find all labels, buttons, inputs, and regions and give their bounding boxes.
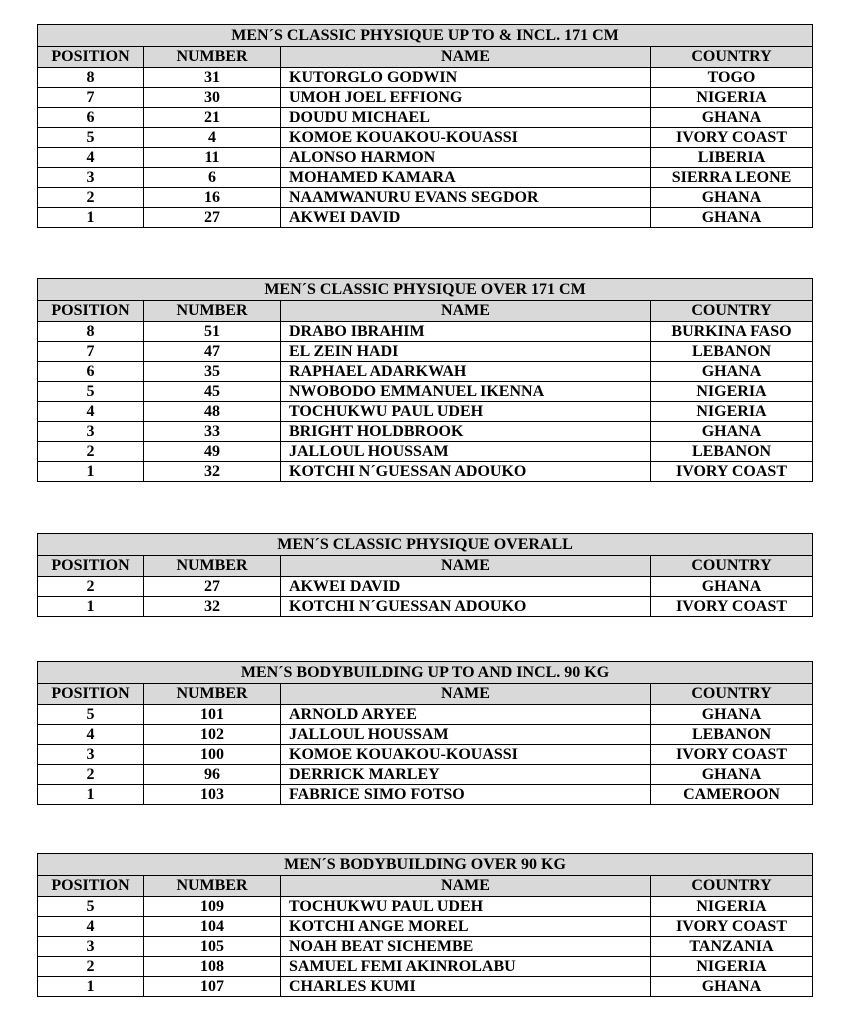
position-cell: 1 [38, 462, 144, 482]
number-cell: 27 [144, 208, 281, 228]
table-title: MEN´S BODYBUILDING UP TO AND INCL. 90 KG [38, 662, 813, 684]
position-cell: 1 [38, 597, 144, 617]
table-row [38, 148, 813, 168]
number-cell: 32 [144, 597, 281, 617]
number-cell: 31 [144, 68, 281, 88]
name-cell: KOTCHI N´GUESSAN ADOUKO [281, 462, 651, 482]
country-cell: GHANA [651, 705, 813, 725]
name-cell: AKWEI DAVID [281, 577, 651, 597]
results-table [37, 278, 813, 482]
number-cell: 108 [144, 957, 281, 977]
number-cell: 109 [144, 897, 281, 917]
number-cell: 45 [144, 382, 281, 402]
table-title: MEN´S BODYBUILDING OVER 90 KG [38, 854, 813, 876]
name-cell: ALONSO HARMON [281, 148, 651, 168]
table-row [38, 128, 813, 148]
position-cell: 6 [38, 362, 144, 382]
number-cell: 47 [144, 342, 281, 362]
position-cell: 7 [38, 88, 144, 108]
table-row [38, 785, 813, 805]
country-cell: IVORY COAST [651, 462, 813, 482]
name-cell: NOAH BEAT SICHEMBE [281, 937, 651, 957]
country-cell: IVORY COAST [651, 597, 813, 617]
country-cell: NIGERIA [651, 897, 813, 917]
table-row [38, 342, 813, 362]
number-cell: 4 [144, 128, 281, 148]
number-cell: 32 [144, 462, 281, 482]
position-cell: 1 [38, 785, 144, 805]
name-cell: KUTORGLO GODWIN [281, 68, 651, 88]
name-cell: RAPHAEL ADARKWAH [281, 362, 651, 382]
country-cell: NIGERIA [651, 402, 813, 422]
country-cell: GHANA [651, 765, 813, 785]
table-row [38, 917, 813, 937]
country-cell: GHANA [651, 422, 813, 442]
position-cell: 8 [38, 68, 144, 88]
table-row [38, 108, 813, 128]
name-header: NAME [281, 556, 651, 577]
table-row [38, 765, 813, 785]
country-cell: GHANA [651, 188, 813, 208]
table-row [38, 462, 813, 482]
country-cell: CAMEROON [651, 785, 813, 805]
name-cell: ARNOLD ARYEE [281, 705, 651, 725]
name-cell: DERRICK MARLEY [281, 765, 651, 785]
name-cell: JALLOUL HOUSSAM [281, 442, 651, 462]
number-cell: 96 [144, 765, 281, 785]
table-row [38, 725, 813, 745]
table-row [38, 957, 813, 977]
name-cell: BRIGHT HOLDBROOK [281, 422, 651, 442]
number-cell: 104 [144, 917, 281, 937]
table-title: MEN´S CLASSIC PHYSIQUE OVER 171 CM [38, 279, 813, 301]
table-row [38, 402, 813, 422]
table-row [38, 937, 813, 957]
number-header: NUMBER [144, 684, 281, 705]
name-cell: FABRICE SIMO FOTSO [281, 785, 651, 805]
table-row [38, 168, 813, 188]
results-table [37, 24, 813, 228]
number-cell: 35 [144, 362, 281, 382]
name-cell: TOCHUKWU PAUL UDEH [281, 897, 651, 917]
position-cell: 6 [38, 108, 144, 128]
table-row [38, 705, 813, 725]
country-cell: NIGERIA [651, 957, 813, 977]
position-cell: 3 [38, 937, 144, 957]
country-cell: LEBANON [651, 725, 813, 745]
number-header: NUMBER [144, 47, 281, 68]
number-cell: 48 [144, 402, 281, 422]
number-cell: 101 [144, 705, 281, 725]
country-cell: NIGERIA [651, 88, 813, 108]
country-cell: IVORY COAST [651, 745, 813, 765]
number-cell: 33 [144, 422, 281, 442]
table-row [38, 208, 813, 228]
name-header: NAME [281, 47, 651, 68]
country-cell: IVORY COAST [651, 917, 813, 937]
number-cell: 100 [144, 745, 281, 765]
country-cell: GHANA [651, 977, 813, 997]
number-cell: 107 [144, 977, 281, 997]
number-cell: 105 [144, 937, 281, 957]
country-header: COUNTRY [651, 876, 813, 897]
country-cell: GHANA [651, 577, 813, 597]
name-cell: TOCHUKWU PAUL UDEH [281, 402, 651, 422]
name-cell: NWOBODO EMMANUEL IKENNA [281, 382, 651, 402]
name-cell: DRABO IBRAHIM [281, 322, 651, 342]
name-cell: EL ZEIN HADI [281, 342, 651, 362]
table-title: MEN´S CLASSIC PHYSIQUE OVERALL [38, 534, 813, 556]
number-cell: 103 [144, 785, 281, 805]
country-header: COUNTRY [651, 301, 813, 322]
country-cell: TOGO [651, 68, 813, 88]
position-cell: 5 [38, 705, 144, 725]
country-cell: SIERRA LEONE [651, 168, 813, 188]
country-header: COUNTRY [651, 684, 813, 705]
name-cell: NAAMWANURU EVANS SEGDOR [281, 188, 651, 208]
country-cell: GHANA [651, 362, 813, 382]
number-header: NUMBER [144, 556, 281, 577]
position-cell: 4 [38, 917, 144, 937]
name-cell: JALLOUL HOUSSAM [281, 725, 651, 745]
position-cell: 7 [38, 342, 144, 362]
position-cell: 3 [38, 168, 144, 188]
table-row [38, 977, 813, 997]
position-cell: 4 [38, 402, 144, 422]
position-cell: 5 [38, 897, 144, 917]
number-header: NUMBER [144, 301, 281, 322]
name-cell: KOTCHI N´GUESSAN ADOUKO [281, 597, 651, 617]
country-cell: LEBANON [651, 442, 813, 462]
position-header: POSITION [38, 301, 144, 322]
country-cell: TANZANIA [651, 937, 813, 957]
position-cell: 5 [38, 128, 144, 148]
country-cell: LIBERIA [651, 148, 813, 168]
results-table [37, 661, 813, 805]
position-cell: 4 [38, 148, 144, 168]
number-cell: 6 [144, 168, 281, 188]
name-cell: CHARLES KUMI [281, 977, 651, 997]
table-row [38, 577, 813, 597]
country-cell: LEBANON [651, 342, 813, 362]
position-cell: 3 [38, 422, 144, 442]
table-row [38, 745, 813, 765]
position-cell: 2 [38, 442, 144, 462]
number-cell: 11 [144, 148, 281, 168]
results-table [37, 853, 813, 997]
position-cell: 5 [38, 382, 144, 402]
name-cell: UMOH JOEL EFFIONG [281, 88, 651, 108]
table-row [38, 88, 813, 108]
table-row [38, 68, 813, 88]
country-header: COUNTRY [651, 47, 813, 68]
position-header: POSITION [38, 684, 144, 705]
table-row [38, 322, 813, 342]
name-header: NAME [281, 301, 651, 322]
country-cell: GHANA [651, 208, 813, 228]
number-cell: 21 [144, 108, 281, 128]
table-row [38, 442, 813, 462]
position-cell: 2 [38, 957, 144, 977]
position-cell: 1 [38, 977, 144, 997]
country-header: COUNTRY [651, 556, 813, 577]
table-row [38, 188, 813, 208]
table-row [38, 597, 813, 617]
name-cell: MOHAMED KAMARA [281, 168, 651, 188]
position-header: POSITION [38, 876, 144, 897]
name-cell: AKWEI DAVID [281, 208, 651, 228]
name-header: NAME [281, 684, 651, 705]
number-cell: 102 [144, 725, 281, 745]
position-cell: 2 [38, 765, 144, 785]
country-cell: GHANA [651, 108, 813, 128]
position-header: POSITION [38, 47, 144, 68]
country-cell: IVORY COAST [651, 128, 813, 148]
position-cell: 4 [38, 725, 144, 745]
table-row [38, 422, 813, 442]
position-cell: 2 [38, 577, 144, 597]
name-cell: DOUDU MICHAEL [281, 108, 651, 128]
number-cell: 27 [144, 577, 281, 597]
number-cell: 16 [144, 188, 281, 208]
position-header: POSITION [38, 556, 144, 577]
country-cell: BURKINA FASO [651, 322, 813, 342]
table-row [38, 897, 813, 917]
name-cell: SAMUEL FEMI AKINROLABU [281, 957, 651, 977]
table-row [38, 382, 813, 402]
number-header: NUMBER [144, 876, 281, 897]
name-cell: KOMOE KOUAKOU-KOUASSI [281, 128, 651, 148]
position-cell: 3 [38, 745, 144, 765]
name-cell: KOTCHI ANGE MOREL [281, 917, 651, 937]
number-cell: 49 [144, 442, 281, 462]
position-cell: 8 [38, 322, 144, 342]
table-title: MEN´S CLASSIC PHYSIQUE UP TO & INCL. 171 CM [38, 25, 813, 47]
position-cell: 2 [38, 188, 144, 208]
position-cell: 1 [38, 208, 144, 228]
number-cell: 51 [144, 322, 281, 342]
country-cell: NIGERIA [651, 382, 813, 402]
results-table [37, 533, 813, 617]
table-row [38, 362, 813, 382]
number-cell: 30 [144, 88, 281, 108]
name-header: NAME [281, 876, 651, 897]
name-cell: KOMOE KOUAKOU-KOUASSI [281, 745, 651, 765]
